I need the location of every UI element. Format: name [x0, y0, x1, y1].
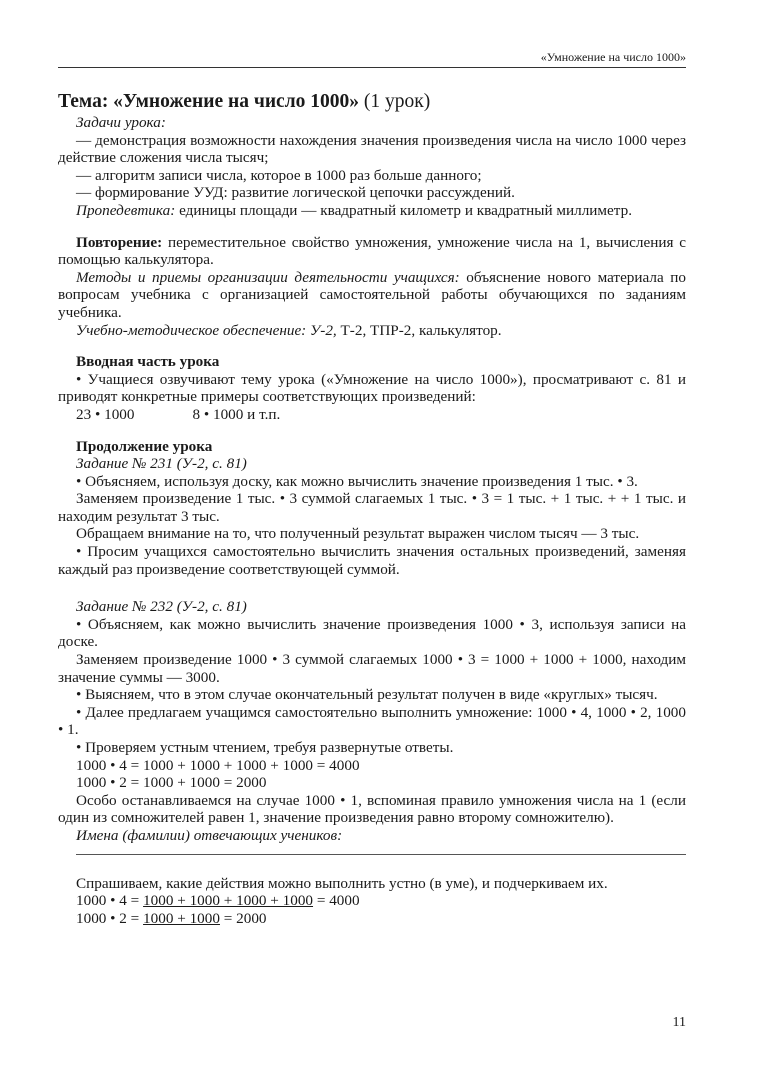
propaedeutics-text: единицы площади — квадратный километр и квадратный миллиметр.	[175, 201, 632, 219]
final-eq1-right: = 4000	[313, 892, 360, 910]
methods-text: объяснение нового материала по вопросам учебника с организацией самостоятельной работы обучающихся по заданиям учебника.	[58, 268, 686, 321]
task-232-p6: Особо останавливаемся на случае 1000 • 1, вспоминая правило умножения числа на 1 (если один из сомножителей равен 1, значение произведения равно второму сомножителю).	[58, 791, 686, 827]
task-231-p4: • Просим учащихся самостоятельно вычислить значения остальных произведений, заменяя каждый раз произведение соответствующей суммой.	[58, 543, 686, 578]
task-232-label: Задание № 232 (У-2, с. 81)	[76, 598, 247, 616]
header-rule	[58, 67, 686, 68]
final-eq1-underlined: 1000 + 1000 + 1000 + 1000	[143, 892, 314, 910]
final-text: Спрашиваем, какие действия можно выполнить устно (в уме), и подчеркиваем их.	[76, 874, 608, 892]
propaedeutics	[58, 202, 686, 220]
final-eq1	[58, 892, 686, 910]
task-232-p2: Заменяем произведение 1000 • 3 суммой слагаемых 1000 • 3 = 1000 + 1000 + 1000, находим значение суммы — 3000.	[58, 651, 686, 686]
page-title	[58, 90, 686, 114]
page-number: 11	[672, 1015, 686, 1030]
running-header: «Умножение на число 1000»	[540, 50, 686, 64]
task-item-3: — формирование УУД: развитие логической цепочки рассуждений.	[76, 184, 515, 202]
task-231-p1: • Объясняем, используя доску, как можно вычислить значение произведения 1 тыс. • 3.	[76, 472, 638, 490]
final-eq2-underlined: 1000 + 1000	[143, 909, 220, 927]
answer-line	[76, 854, 686, 855]
repetition	[58, 234, 686, 269]
names-label: Имена (фамилии) отвечающих учеников:	[76, 826, 343, 844]
task-232-p4: • Далее предлагаем учащимся самостоятельно выполнить умножение: 1000 • 4, 1000 • 2, 1000 • 1.	[58, 703, 686, 739]
title-suffix: (1 урок)	[359, 91, 431, 112]
intro-text: • Учащиеся озвучивают тему урока («Умножение на число 1000»), просматривают с. 81 и приводят конкретные примеры соответствующих произведений:	[58, 370, 686, 406]
intro-example-2: 8 • 1000 и т.п.	[192, 405, 281, 423]
support	[58, 322, 686, 340]
task-232-p3: • Выясняем, что в этом случае окончательный результат получен в виде «круглых» тысяч.	[76, 686, 658, 704]
task-232-p5: • Проверяем устным чтением, требуя развернутые ответы.	[76, 739, 454, 756]
task-232-p1: • Объясняем, как можно вычислить значение произведения 1000 • 3, используя записи на доске.	[58, 615, 686, 651]
task-231-p3: Обращаем внимание на то, что полученный результат выражен числом тысяч — 3 тыс.	[76, 525, 640, 543]
repetition-label: Повторение:	[76, 233, 163, 251]
final-eq2-right: = 2000	[219, 909, 267, 927]
task-231-label: Задание № 231 (У-2, с. 81)	[76, 455, 247, 473]
intro-examples	[58, 406, 686, 424]
tasks-label: Задачи урока:	[76, 114, 166, 131]
task-232-eq2: 1000 • 2 = 1000 + 1000 = 2000	[76, 774, 267, 792]
continuation-heading: Продолжение урока	[76, 437, 213, 455]
page-content	[58, 90, 686, 927]
task-item-1: — демонстрация возможности нахождения значения произведения числа на число 1000 через действие сложения числа тысяч;	[58, 131, 686, 167]
final-eq2-left: 1000 • 2 =	[76, 909, 144, 927]
task-232-eq1: 1000 • 4 = 1000 + 1000 + 1000 + 1000 = 4000	[76, 756, 360, 774]
repetition-text: переместительное свойство умножения, умножение числа на 1, вычисления с помощью калькулятора.	[58, 233, 686, 269]
intro-heading: Вводная часть урока	[76, 353, 220, 371]
final-eq1-left: 1000 • 4 =	[76, 892, 144, 910]
intro-example-1: 23 • 1000	[76, 405, 135, 423]
support-text: Т-2, ТПР-2, калькулятор.	[336, 321, 502, 339]
task-231-p2: Заменяем произведение 1 тыс. • 3 суммой слагаемых 1 тыс. • 3 = 1 тыс. + 1 тыс. + + 1 тыс. и находим результат 3 тыс.	[58, 490, 686, 525]
methods-label: Методы и приемы организации деятельности учащихся:	[76, 268, 460, 286]
final-eq2	[58, 910, 686, 928]
methods	[58, 269, 686, 322]
title-main: Тема: «Умножение на число 1000»	[58, 91, 360, 112]
support-label: Учебно-методическое обеспечение: У-2,	[76, 321, 337, 339]
propaedeutics-label: Пропедевтика:	[76, 201, 176, 219]
task-item-2: — алгоритм записи числа, которое в 1000 раз больше данного;	[76, 166, 482, 184]
